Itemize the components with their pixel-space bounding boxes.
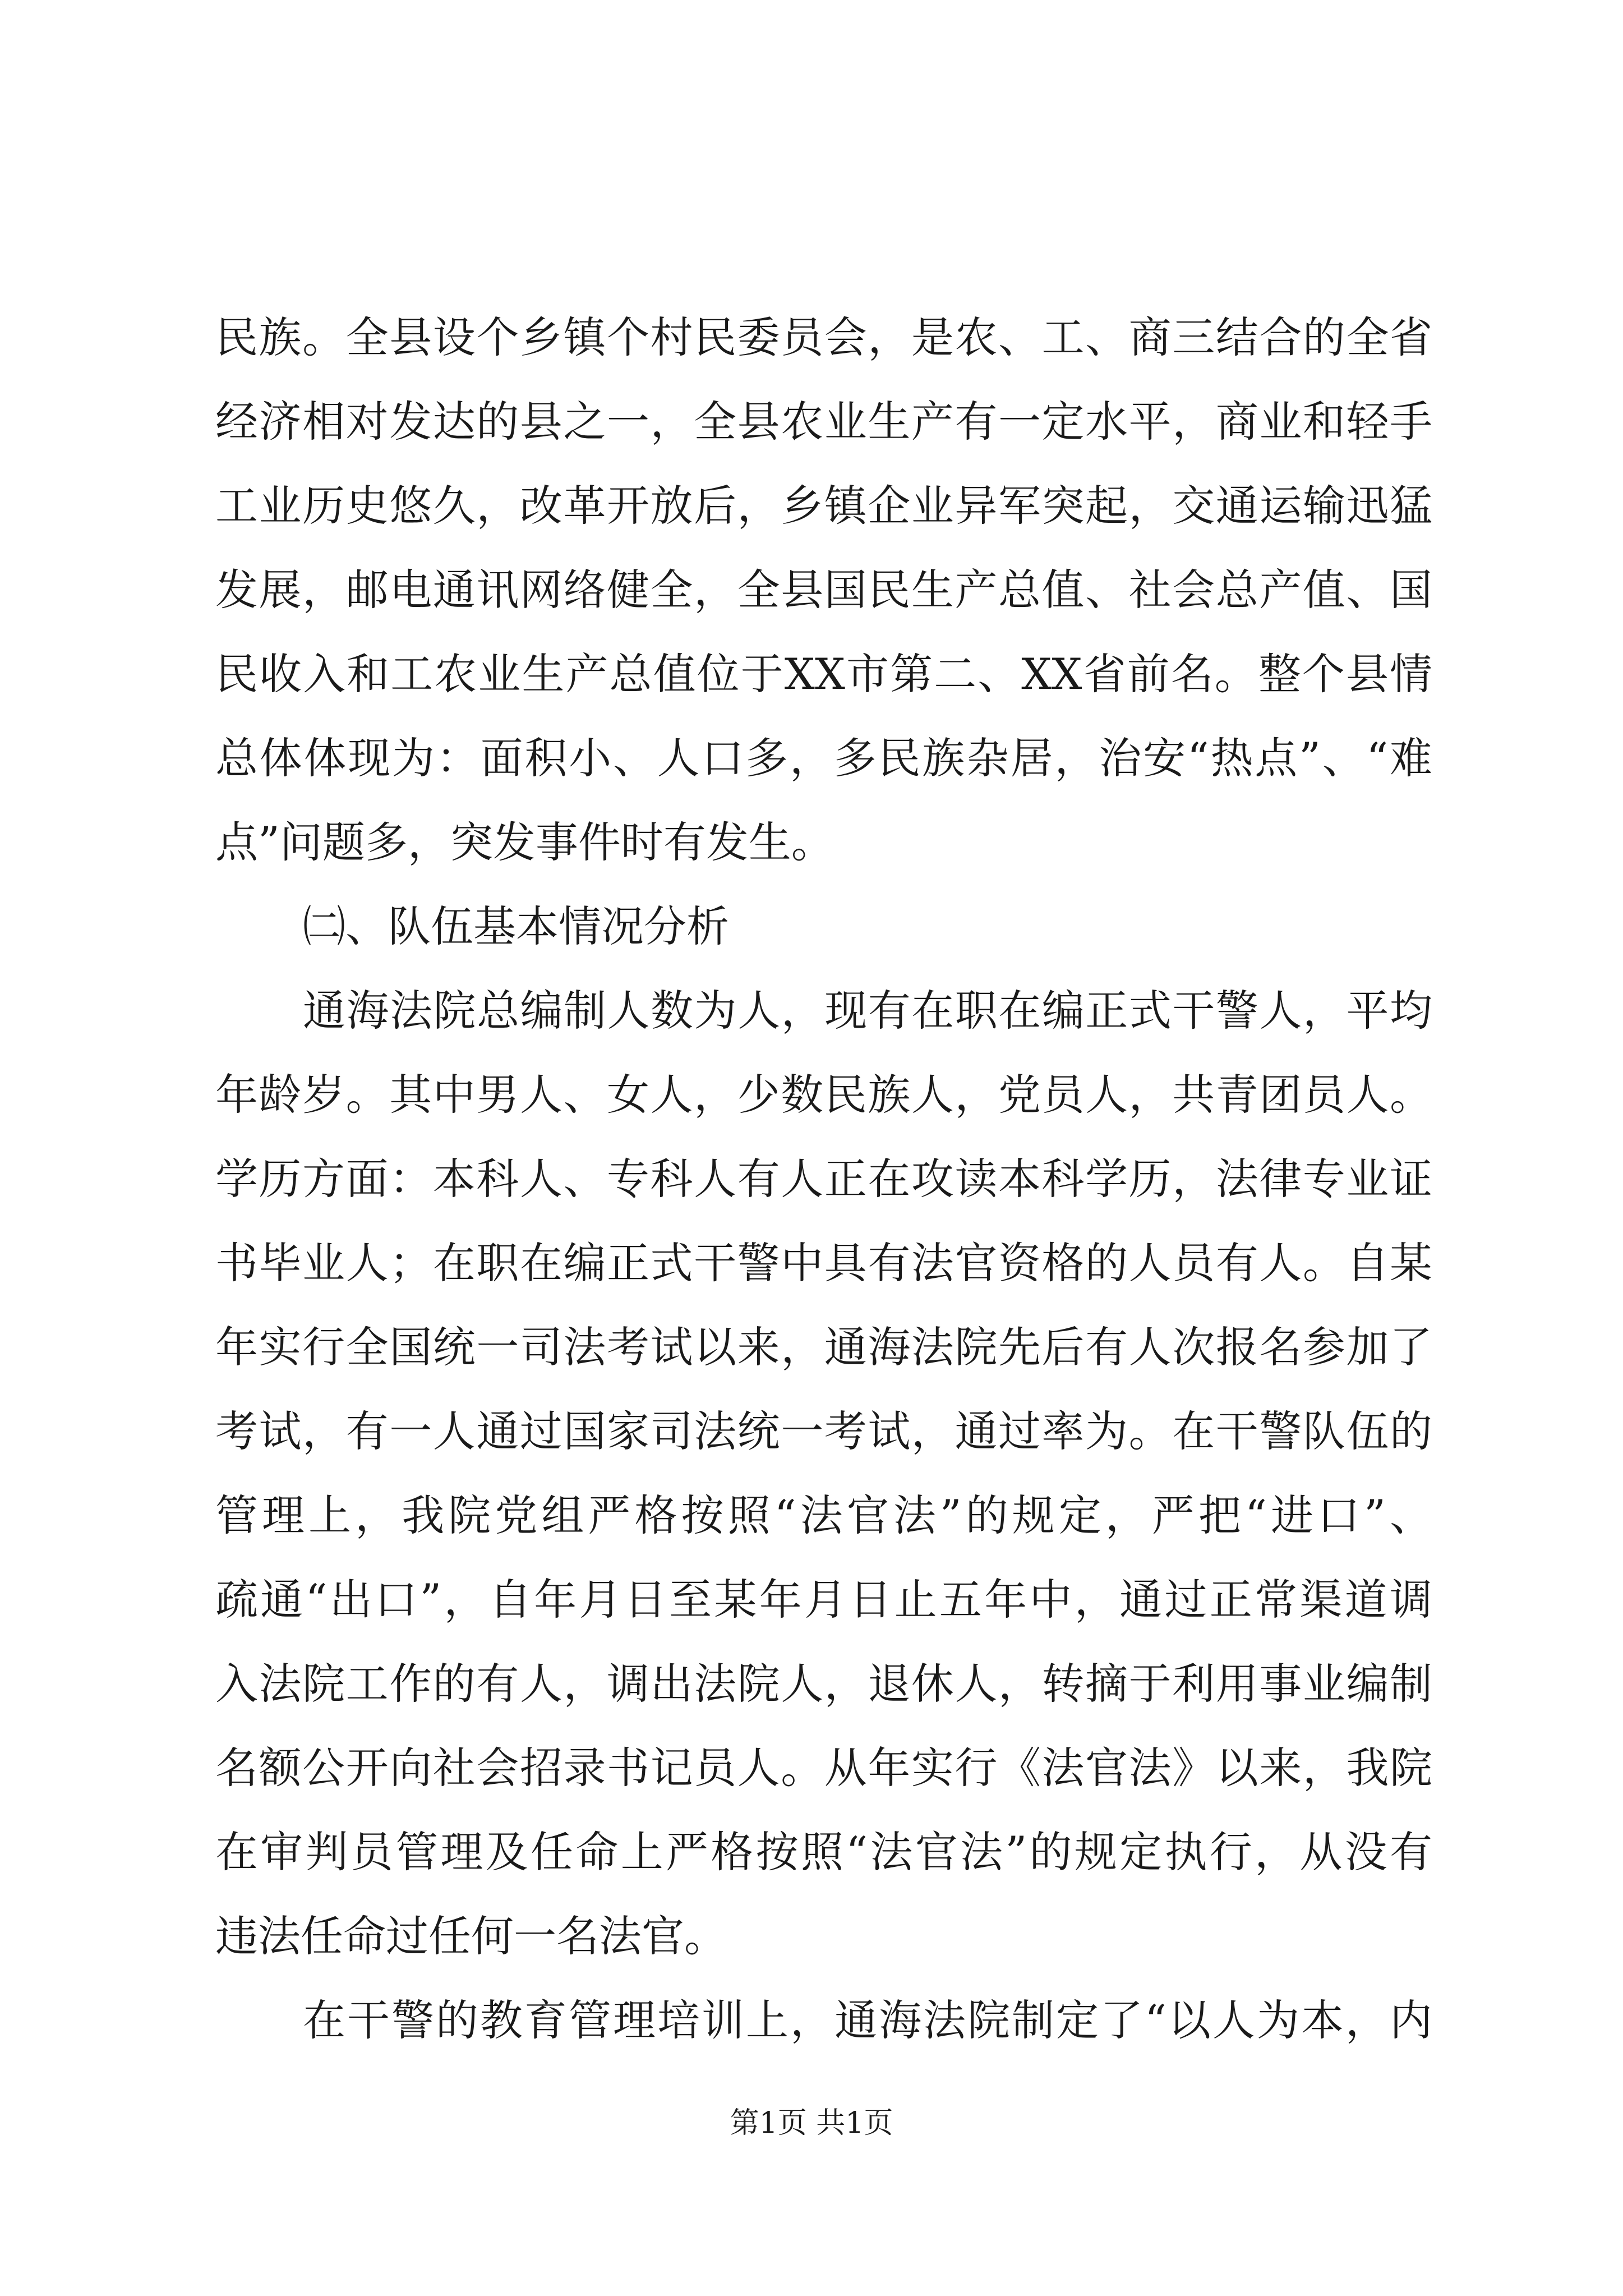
text-line: 年龄岁。其中男人、女人，少数民族人，党员人，共青团员人。 [215, 1070, 1432, 1120]
text-line: 点”问题多，突发事件时有发生。 [215, 817, 834, 867]
text-line: 通海法院总编制人数为人，现有在职在编正式干警人，平均 [303, 986, 1432, 1036]
text-line: 在审判员管理及任命上严格按照“法官法”的规定执行，从没有 [215, 1827, 1432, 1877]
text-line: 考试，有一人通过国家司法统一考试，通过率为。在干警队伍的 [215, 1406, 1432, 1456]
text-line: 经济相对发达的县之一，全县农业生产有一定水平，商业和轻手 [215, 397, 1432, 447]
text-line: 民收入和工农业生产总值位于XX市第二、XX省前名。整个县情 [215, 649, 1432, 699]
text-line: 发展，邮电通讯网络健全，全县国民生产总值、社会总产值、国 [215, 565, 1432, 615]
page-footer: 第1页 共1页 [730, 2106, 893, 2140]
text-line: 在干警的教育管理培训上，通海法院制定了“以人为本，内 [303, 1995, 1432, 2045]
section-heading: ㈡、队伍基本情况分析 [303, 901, 729, 951]
text-line: 管理上，我院党组严格按照“法官法”的规定，严把“进口”、 [215, 1490, 1432, 1540]
text-line: 入法院工作的有人，调出法院人，退休人，转摘于利用事业编制 [215, 1659, 1432, 1709]
text-line: 学历方面：本科人、专科人有人正在攻读本科学历，法律专业证 [215, 1154, 1432, 1204]
text-line: 年实行全国统一司法考试以来，通海法院先后有人次报名参加了 [215, 1322, 1432, 1372]
text-line: 名额公开向社会招录书记员人。从年实行《法官法》以来，我院 [215, 1743, 1432, 1793]
text-line: 疏通“出口”，自年月日至某年月日止五年中，通过正常渠道调 [215, 1575, 1432, 1625]
text-line: 民族。全县设个乡镇个村民委员会，是农、工、商三结合的全省 [215, 312, 1432, 362]
text-line: 违法任命过任何一名法官。 [215, 1911, 727, 1961]
text-line: 总体体现为：面积小、人口多，多民族杂居，治安“热点”、“难 [215, 733, 1432, 783]
text-line: 工业历史悠久，改革开放后，乡镇企业异军突起，交通运输迅猛 [215, 481, 1432, 531]
text-line: 书毕业人；在职在编正式干警中具有法官资格的人员有人。自某 [215, 1238, 1432, 1288]
